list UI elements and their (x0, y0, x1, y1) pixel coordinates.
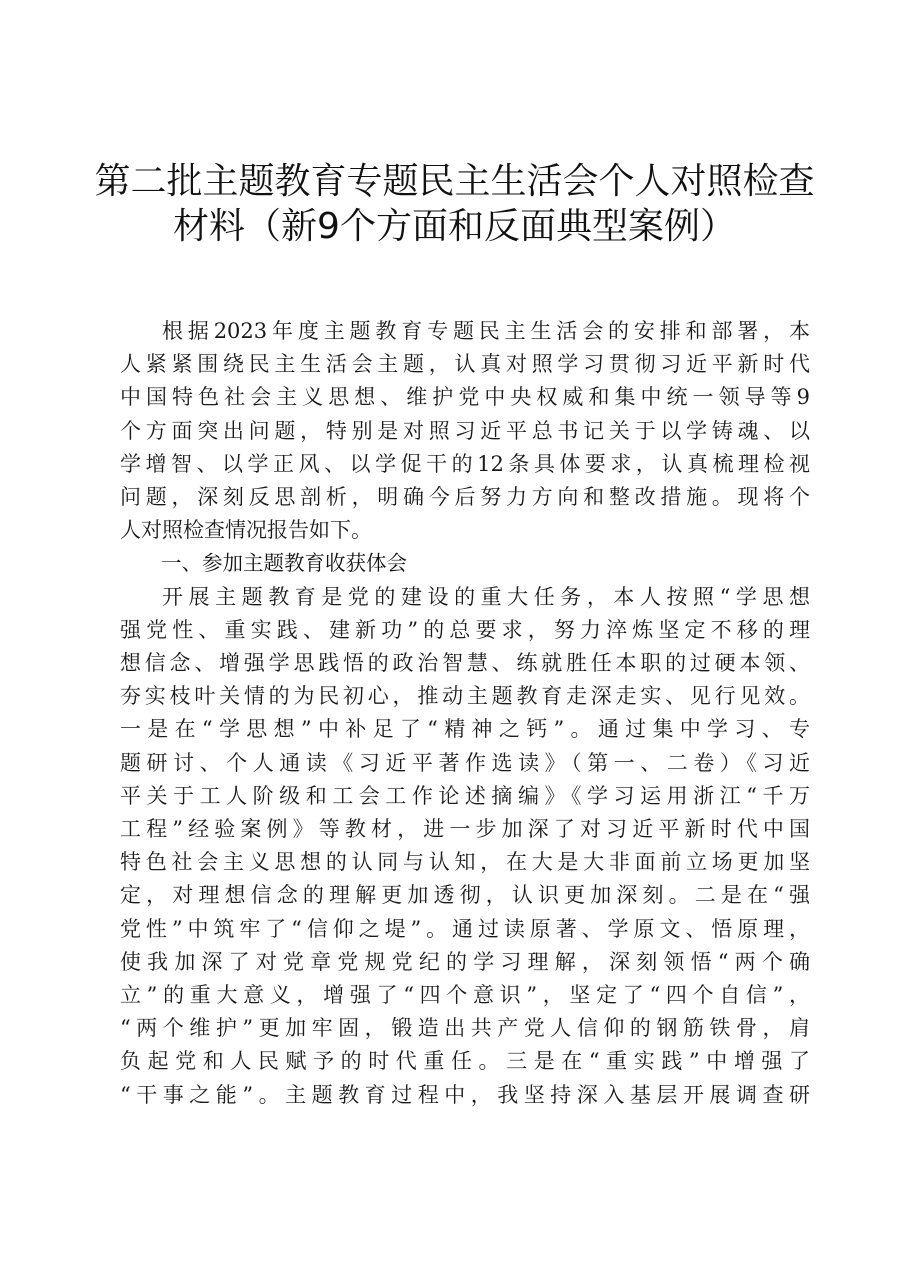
section-1-line: 强党性、重实践、建新功”的总要求，努力淬炼坚定不移的理 (120, 617, 810, 642)
section-1-heading: 一、参加主题教育收获体会 (161, 551, 407, 576)
intro-line: 学增智、以学正风、以学促干的12条具体要求，认真梳理检视 (120, 451, 810, 476)
intro-line: 中国特色社会主义思想、维护党中央权威和集中统一领导等9 (120, 385, 810, 410)
section-1-line: 想信念、增强学思践悟的政治智慧、练就胜任本职的过硬本领、 (120, 651, 810, 676)
section-1-line: 定，对理想信念的理解更加透彻，认识更加深刻。二是在“强 (120, 883, 810, 908)
section-1-line: 平关于工人阶级和工会工作论述摘编》《学习运用浙江“千万 (120, 783, 810, 808)
intro-line: 根据2023年度主题教育专题民主生活会的安排和部署，本 (162, 319, 810, 343)
section-1-line: 使我加深了对党章党规党纪的学习理解，深刻领悟“两个确 (120, 949, 810, 974)
section-1-line: “两个维护”更加牢固，锻造出共产党人信仰的钢筋铁骨，肩 (120, 1016, 810, 1041)
intro-paragraph (120, 315, 810, 547)
section-1-line: 特色社会主义思想的认同与认知，在大是大非面前立场更加坚 (120, 850, 810, 875)
section-1-paragraph (120, 581, 810, 1112)
section-1-line: 一是在“学思想”中补足了“精神之钙”。通过集中学习、专 (120, 717, 810, 742)
intro-line: 个方面突出问题，特别是对照习近平总书记关于以学铸魂、以 (120, 418, 810, 443)
intro-line: 问题，深刻反思剖析，明确今后努力方向和整改措施。现将个 (120, 485, 810, 510)
document-title-line-2: 材料（新9个方面和反面典型案例） (173, 206, 736, 247)
section-1-line: 负起党和人民赋予的时代重任。三是在“重实践”中增强了 (120, 1049, 810, 1074)
intro-line: 人对照检查情况报告如下。 (120, 518, 372, 543)
section-1-line: 夯实枝叶关情的为民初心，推动主题教育走深走实、见行见效。 (120, 684, 810, 709)
section-1-line: 立”的重大意义，增强了“四个意识”，坚定了“四个自信”， (120, 983, 810, 1008)
section-1-line: 党性”中筑牢了“信仰之堤”。通过读原著、学原文、悟原理， (120, 916, 810, 941)
section-1-line: 工程”经验案例》等教材，进一步加深了对习近平新时代中国 (120, 817, 810, 842)
section-1-line: 题研讨、个人通读《习近平著作选读》（第一、二卷）《习近 (120, 750, 810, 775)
document-body (120, 315, 810, 1112)
section-1-line: 开展主题教育是党的建设的重大任务，本人按照“学思想 (162, 584, 810, 609)
section-1-line: “干事之能”。主题教育过程中，我坚持深入基层开展调查研 (120, 1082, 810, 1107)
document-title-line-1: 第二批主题教育专题民主生活会个人对照检查 (94, 161, 815, 202)
intro-line: 人紧紧围绕民主生活会主题，认真对照学习贯彻习近平新时代 (120, 352, 810, 377)
